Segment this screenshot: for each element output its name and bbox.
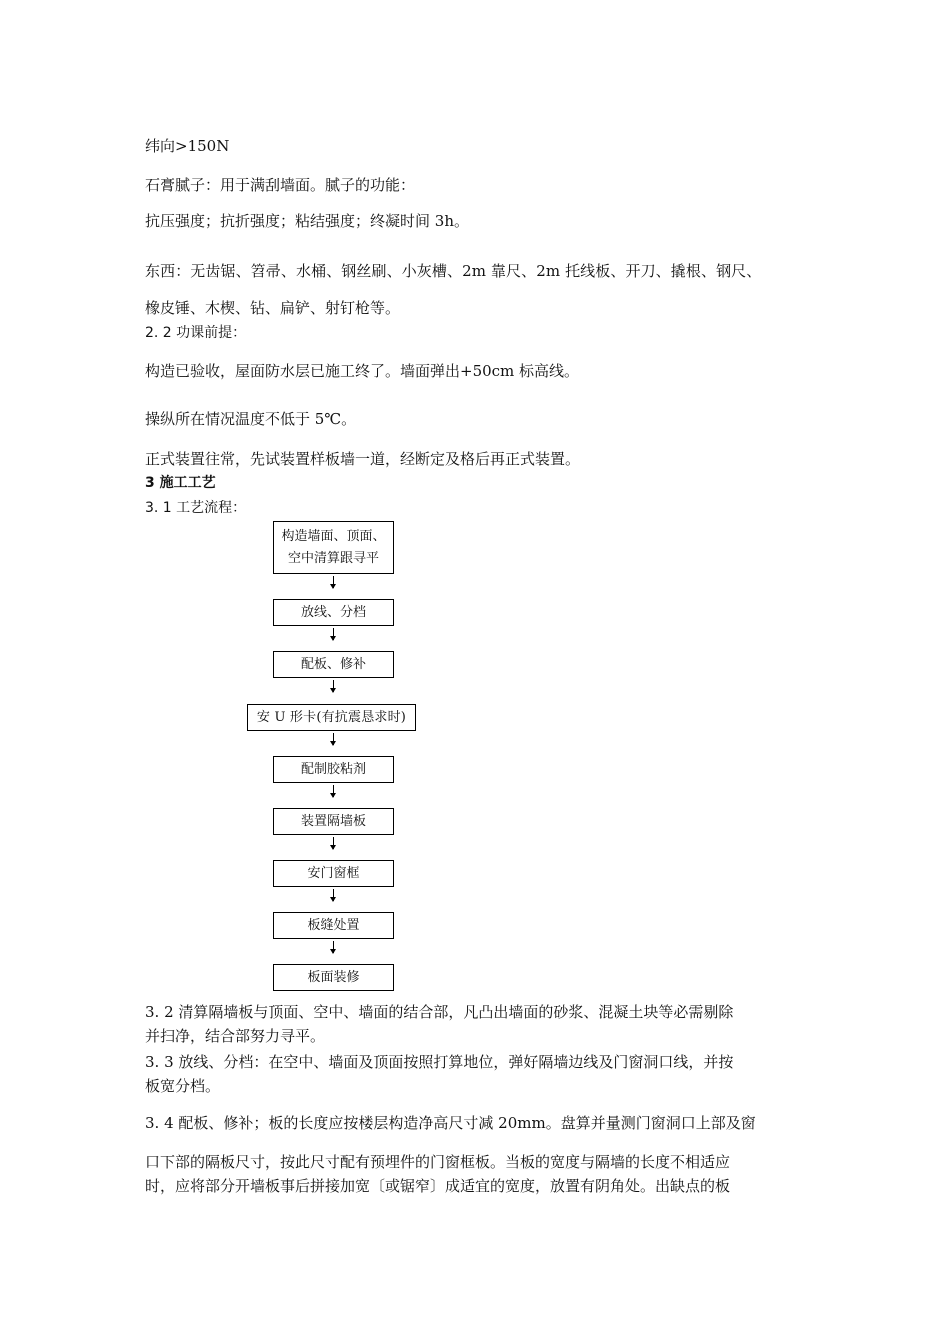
flow-step-2 xyxy=(273,599,394,626)
section-heading-3: 3 施工工艺 xyxy=(145,475,216,491)
flow-step-6 xyxy=(273,808,394,835)
flow-arrow-2 xyxy=(333,628,334,640)
paragraph-3-2-line2: 并扫净，结合部努力寻平。 xyxy=(145,1027,326,1045)
flow-step-7 xyxy=(273,860,394,887)
paragraph-warp-strength: 纬向>150N xyxy=(145,137,230,155)
paragraph-tools-line1: 东西：无齿锯、笤帚、水桶、钢丝刷、小灰槽、2m 靠尺、2m 托线板、开刀、撬根、钢尺、 xyxy=(145,262,762,280)
flow-arrow-4 xyxy=(333,733,334,745)
flow-step-5 xyxy=(273,756,394,783)
flow-step-9 xyxy=(273,964,394,991)
flow-step-2-label: 放线、分档 xyxy=(300,604,366,620)
flow-arrow-5 xyxy=(333,785,334,797)
paragraph-structure-accepted: 构造已验收，屋面防水层已施工终了。墙面弹出+50cm 标高线。 xyxy=(145,362,580,380)
paragraph-3-4-line3: 时，应将部分开墙板事后拼接加宽〔或锯窄〕成适宜的宽度，放置有阴角处。出缺点的板 xyxy=(145,1177,731,1195)
paragraph-temperature: 操纵所在情况温度不低于 5℃。 xyxy=(145,410,357,428)
flow-step-7-label: 安门窗框 xyxy=(307,865,360,881)
paragraph-3-3-line1: 3. 3 放线、分档：在空中、墙面及顶面按照打算地位，弹好隔墙边线及门窗洞口线，并按 xyxy=(145,1053,734,1071)
paragraph-putty-properties: 抗压强度；抗折强度；粘结强度；终凝时间 3h。 xyxy=(145,212,469,230)
flow-arrow-1 xyxy=(333,576,334,588)
flow-step-4 xyxy=(247,704,416,731)
paragraph-gypsum-putty: 石膏腻子：用于满刮墙面。腻子的功能： xyxy=(145,176,416,194)
flow-step-4-label: 安 U 形卡(有抗震恳求时) xyxy=(256,709,407,725)
paragraph-3-4-line1: 3. 4 配板、修补；板的长度应按楼层构造净高尺寸减 20mm。盘算并量测门窗洞口上部及窗 xyxy=(145,1114,756,1132)
flow-step-8-label: 板缝处置 xyxy=(307,917,360,933)
flow-arrow-8 xyxy=(333,941,334,953)
section-heading-3-1: 3. 1 工艺流程： xyxy=(145,500,247,516)
paragraph-tools-line2: 橡皮锤、木楔、钻、扁铲、射钉枪等。 xyxy=(145,299,401,317)
paragraph-3-3-line2: 板宽分档。 xyxy=(145,1077,221,1095)
flow-step-1 xyxy=(273,521,394,574)
flow-step-6-label: 装置隔墙板 xyxy=(300,813,366,829)
flow-step-8 xyxy=(273,912,394,939)
flow-arrow-7 xyxy=(333,889,334,901)
flow-step-9-label: 板面装修 xyxy=(307,969,360,985)
flow-step-3 xyxy=(273,651,394,678)
paragraph-3-4-line2: 口下部的隔板尺寸，按此尺寸配有预埋件的门窗框板。当板的宽度与隔墙的长度不相适应 xyxy=(145,1153,731,1171)
paragraph-sample-wall: 正式装置往常，先试装置样板墙一道，经断定及格后再正式装置。 xyxy=(145,450,581,468)
flow-step-3-label: 配板、修补 xyxy=(300,656,366,672)
flow-step-5-label: 配制胶粘剂 xyxy=(300,761,366,777)
flow-arrow-3 xyxy=(333,680,334,692)
section-heading-2-2: 2. 2 功课前提： xyxy=(145,325,247,341)
flow-arrow-6 xyxy=(333,837,334,849)
flow-step-1-line1: 构造墙面、顶面、 xyxy=(281,528,386,544)
paragraph-3-2-line1: 3. 2 清算隔墙板与顶面、空中、墙面的结合部，凡凸出墙面的砂浆、混凝土块等必需剔除 xyxy=(145,1003,734,1021)
flow-step-1-line2: 空中清算跟寻平 xyxy=(287,550,379,566)
